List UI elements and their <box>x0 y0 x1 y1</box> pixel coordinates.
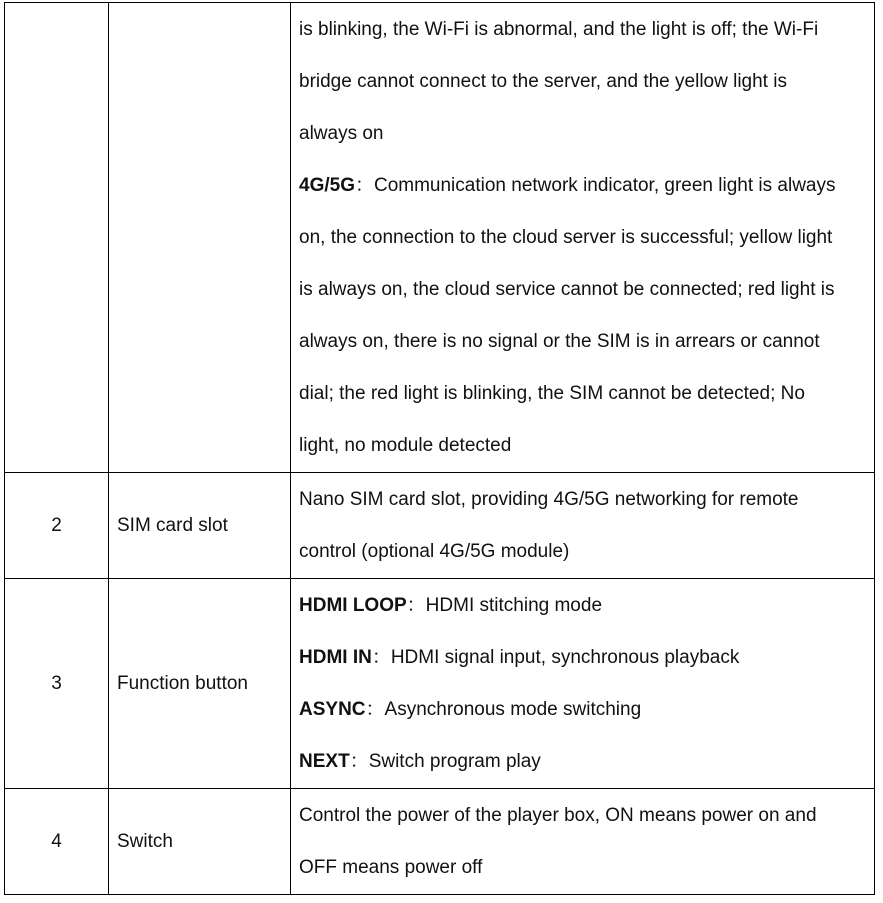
term-label: 4G/5G <box>299 175 355 196</box>
table-row <box>5 579 875 789</box>
description-text: on, the connection to the cloud server is successful; yellow light <box>299 227 833 248</box>
table-row <box>5 473 875 579</box>
description-line <box>299 736 874 788</box>
description-text: Nano SIM card slot, providing 4G/5G networking for remote <box>299 489 799 510</box>
description-line <box>299 212 874 264</box>
description-text: is always on, the cloud service cannot be connected; red light is <box>299 279 835 300</box>
term-label: HDMI LOOP <box>299 595 407 616</box>
component-name: Function button <box>109 579 291 789</box>
description <box>291 789 875 895</box>
description-text: OFF means power off <box>299 857 483 878</box>
row-number: 3 <box>5 579 109 789</box>
row-number <box>5 3 109 473</box>
description-text: control (optional 4G/5G module) <box>299 541 570 562</box>
description-line <box>299 580 874 632</box>
description-line <box>299 160 874 212</box>
description-line <box>299 420 874 472</box>
description-line <box>299 316 874 368</box>
description-text: Control the power of the player box, ON means power on and <box>299 805 817 826</box>
description-text: ：Switch program play <box>349 751 541 772</box>
table-row <box>5 3 875 473</box>
description-text: always on, there is no signal or the SIM is in arrears or cannot <box>299 331 820 352</box>
description-line <box>299 684 874 736</box>
table-row <box>5 789 875 895</box>
row-number: 4 <box>5 789 109 895</box>
term-label: NEXT <box>299 751 350 772</box>
description <box>291 473 875 579</box>
row-number: 2 <box>5 473 109 579</box>
description-text: is blinking, the Wi-Fi is abnormal, and the light is off; the Wi-Fi <box>299 19 819 40</box>
description-text: dial; the red light is blinking, the SIM cannot be detected; No <box>299 383 805 404</box>
description-line <box>299 474 874 526</box>
description-text: ：Communication network indicator, green light is always <box>354 175 836 196</box>
description-line <box>299 632 874 684</box>
spec-table <box>4 2 875 895</box>
description-text: bridge cannot connect to the server, and the yellow light is <box>299 71 787 92</box>
description-text: light, no module detected <box>299 435 512 456</box>
term-label: ASYNC <box>299 699 366 720</box>
description-line <box>299 108 874 160</box>
description-text: ：Asynchronous mode switching <box>365 699 642 720</box>
term-label: HDMI IN <box>299 647 372 668</box>
description-line <box>299 264 874 316</box>
component-name <box>109 3 291 473</box>
description-line <box>299 4 874 56</box>
description-line <box>299 842 874 894</box>
description-text: ：HDMI stitching mode <box>406 595 603 616</box>
description-line <box>299 56 874 108</box>
description-text: always on <box>299 123 384 144</box>
description-line <box>299 790 874 842</box>
description <box>291 3 875 473</box>
description-text: ：HDMI signal input, synchronous playback <box>371 647 740 668</box>
description-line <box>299 368 874 420</box>
component-name: Switch <box>109 789 291 895</box>
description <box>291 579 875 789</box>
component-name: SIM card slot <box>109 473 291 579</box>
description-line <box>299 526 874 578</box>
